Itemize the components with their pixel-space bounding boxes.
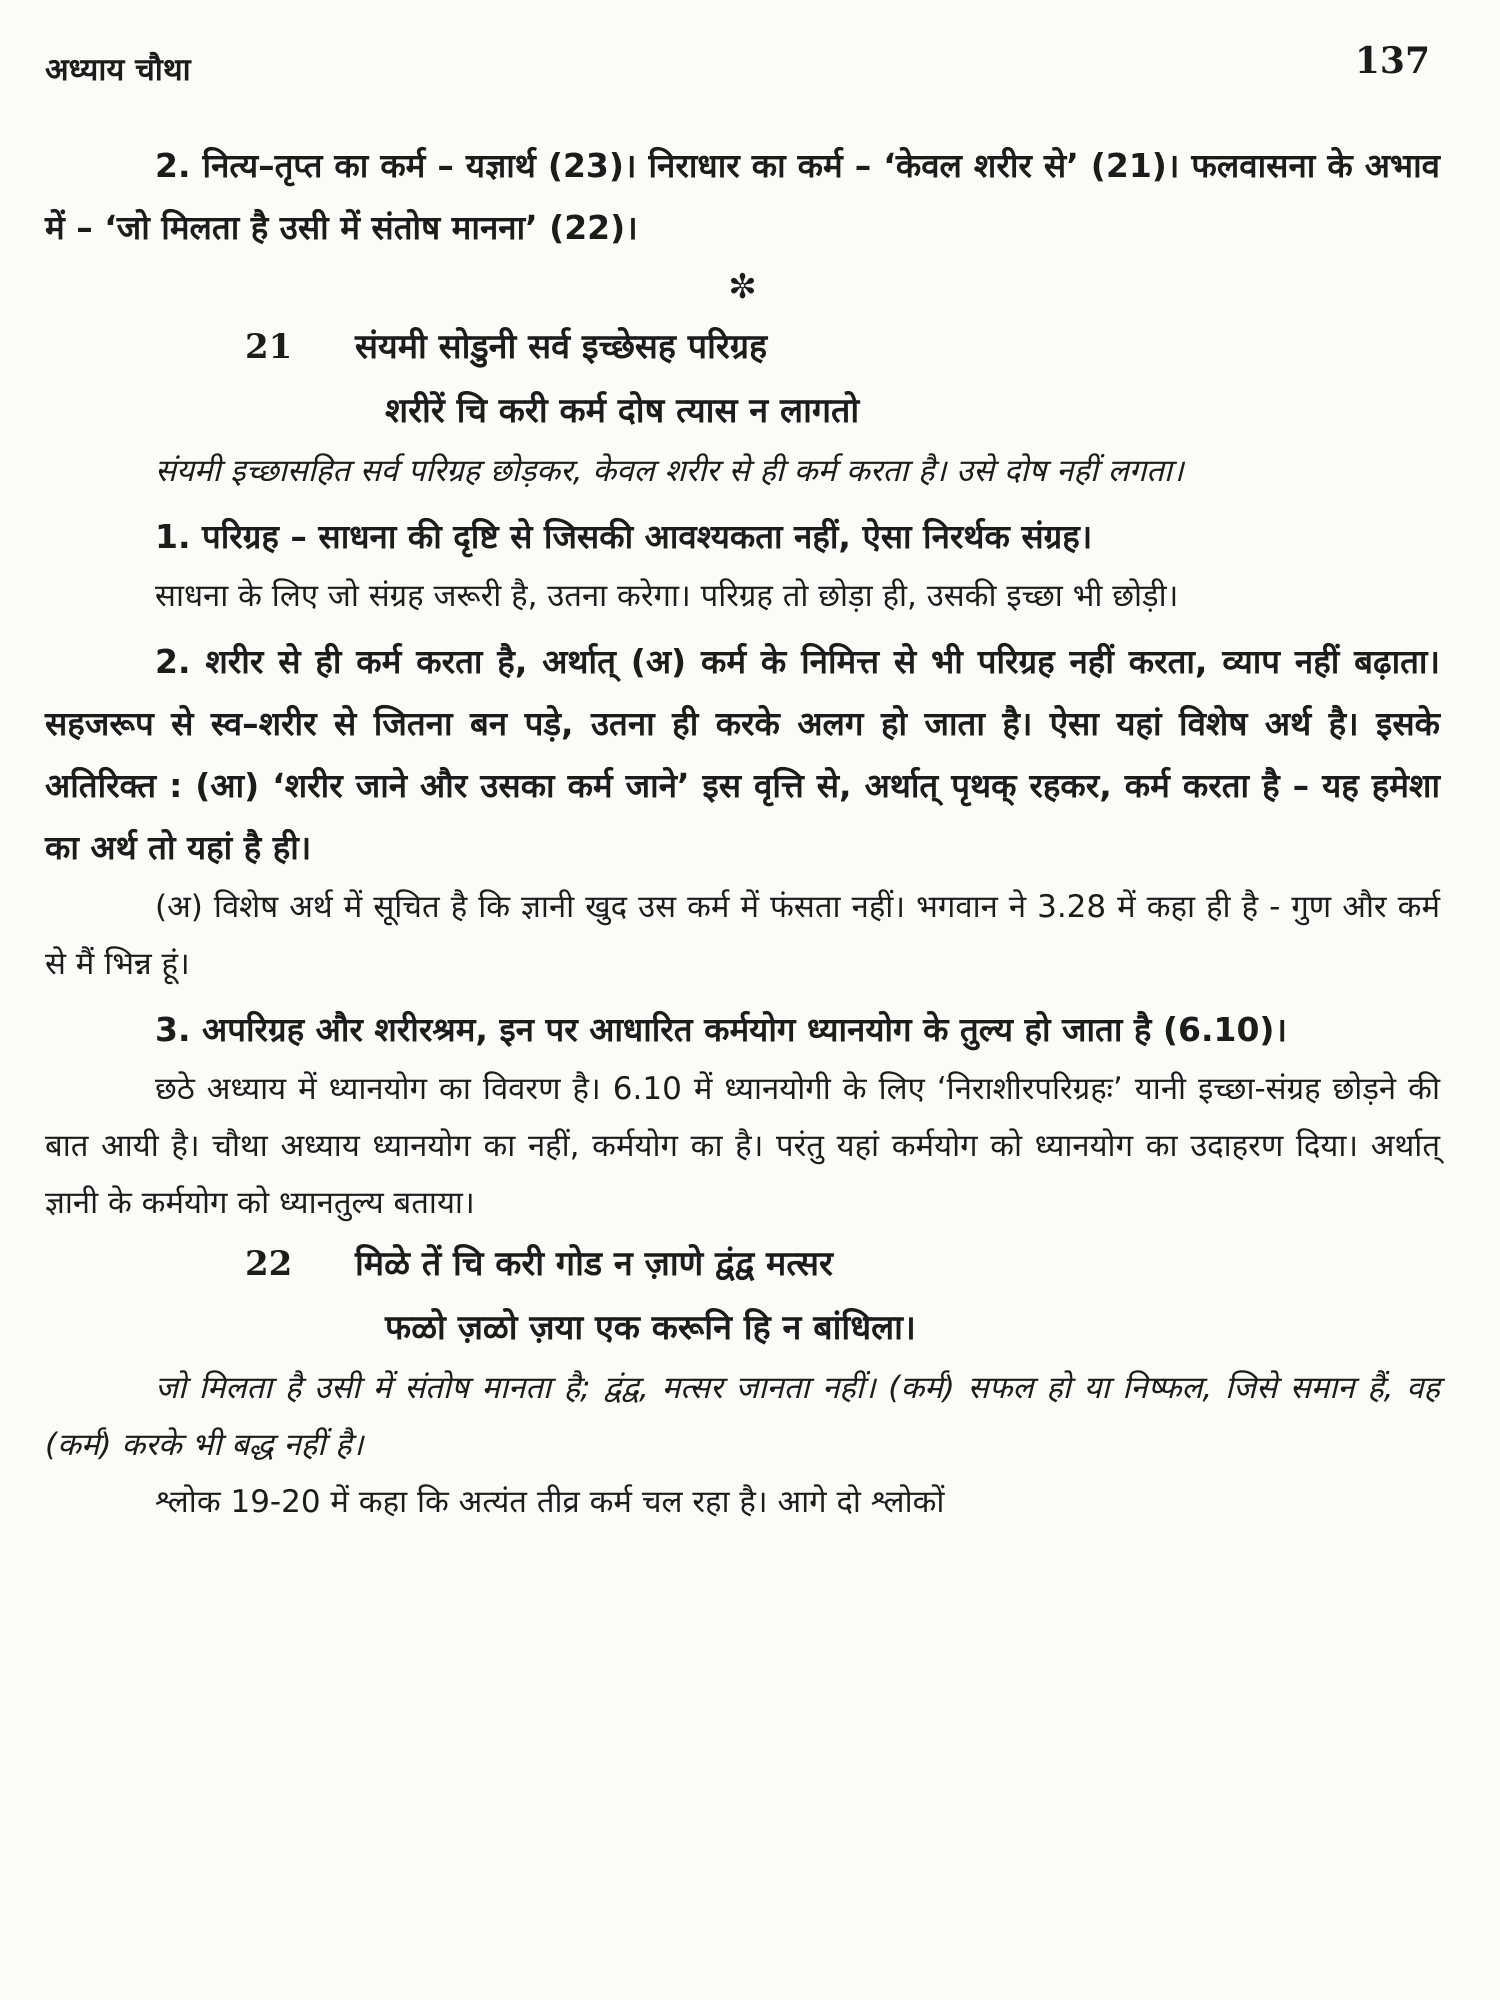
chapter-title: अध्याय चौथा bbox=[45, 52, 191, 88]
point-aparigraha: 3. अपरिग्रह और शरीरश्रम, इन पर आधारित कर्मयोग ध्यानयोग के तुल्य हो जाता है (6.10)। bbox=[155, 1010, 1287, 1049]
paragraph: साधना के लिए जो संग्रह जरूरी है, उतना करेगा। परिग्रह तो छोड़ा ही, उसकी इच्छा भी छोड़ी। bbox=[155, 578, 1179, 614]
point-parigraha: 1. परिग्रह – साधना की दृष्टि से जिसकी आवश्यकता नहीं, ऐसा निरर्थक संग्रह। bbox=[155, 517, 1093, 556]
verse-21 bbox=[45, 315, 1440, 443]
verse-22-translation: जो मिलता है उसी में संतोष मानता है; द्वंद्व, मत्सर जानता नहीं। (कर्म) सफल हो या निष्फल, जिसे समान हैं, वह (कर्म) करके भी बद्ध नहीं है। bbox=[45, 1370, 1440, 1463]
point-nitya-tripta: 2. नित्य–तृप्त का कर्म – यज्ञार्थ (23)। निराधार का कर्म – ‘केवल शरीर से’ (21)। फलवासना के अभाव में – ‘जो मिलता है उसी में संतोष मानना’ (22)। bbox=[45, 146, 1440, 247]
paragraph: श्लोक 19-20 में कहा कि अत्यंत तीव्र कर्म चल रहा है। आगे दो श्लोकों bbox=[155, 1484, 945, 1520]
verse-line: संयमी सोडुनी सर्व इच्छेसह परिग्रह bbox=[355, 327, 768, 367]
point-sharir-karma: 2. शरीर से ही कर्म करता है, अर्थात् (अ) कर्म के निमित्त से भी परिग्रह नहीं करता, व्याप नहीं बढ़ाता। सहजरूप से स्व–शरीर से जितना बन पड़े, उतना ही करके अलग हो जाता है। ऐसा यहां विशेष अर्थ है। इसके अतिरिक्त : (आ) ‘शरीर जाने और उसका कर्म जाने’ इस वृत्ति से, अर्थात् पृथक् रहकर, कर्म करता है – यह हमेशा का अर्थ तो यहां है ही। bbox=[45, 642, 1440, 867]
page-body bbox=[45, 135, 1440, 1531]
verse-number: 22 bbox=[245, 1244, 293, 1284]
verse-line: शरीरें चि करी कर्म दोष त्यास न लागतो bbox=[385, 391, 860, 431]
verse-line: फळो ज़ळो ज़या एक करूनि हि न बांधिला। bbox=[385, 1308, 916, 1348]
running-header bbox=[45, 40, 1430, 100]
verse-line: मिळे तें चि करी गोड न ज़ाणे द्वंद्व मत्सर bbox=[355, 1244, 833, 1284]
page-number: 137 bbox=[1354, 40, 1430, 82]
verse-22 bbox=[45, 1232, 1440, 1360]
verse-number: 21 bbox=[245, 327, 293, 367]
paragraph: (अ) विशेष अर्थ में सूचित है कि ज्ञानी खुद उस कर्म में फंसता नहीं। भगवान ने 3.28 में कहा ही है - गुण और कर्म से मैं भिन्न हूं। bbox=[45, 889, 1440, 982]
verse-21-translation: संयमी इच्छासहित सर्व परिग्रह छोड़कर, केवल शरीर से ही कर्म करता है। उसे दोष नहीं लगता। bbox=[155, 453, 1184, 489]
section-separator: ✼ bbox=[728, 267, 757, 307]
paragraph: छठे अध्याय में ध्यानयोग का विवरण है। 6.10 में ध्यानयोगी के लिए ‘निराशीरपरिग्रहः’ यानी इच्छा-संग्रह छोड़ने की बात आयी है। चौथा अध्याय ध्यानयोग का नहीं, कर्मयोग का है। परंतु यहां कर्मयोग को ध्यानयोग का उदाहरण दिया। अर्थात् ज्ञानी के कर्मयोग को ध्यानतुल्य बताया। bbox=[45, 1071, 1440, 1221]
